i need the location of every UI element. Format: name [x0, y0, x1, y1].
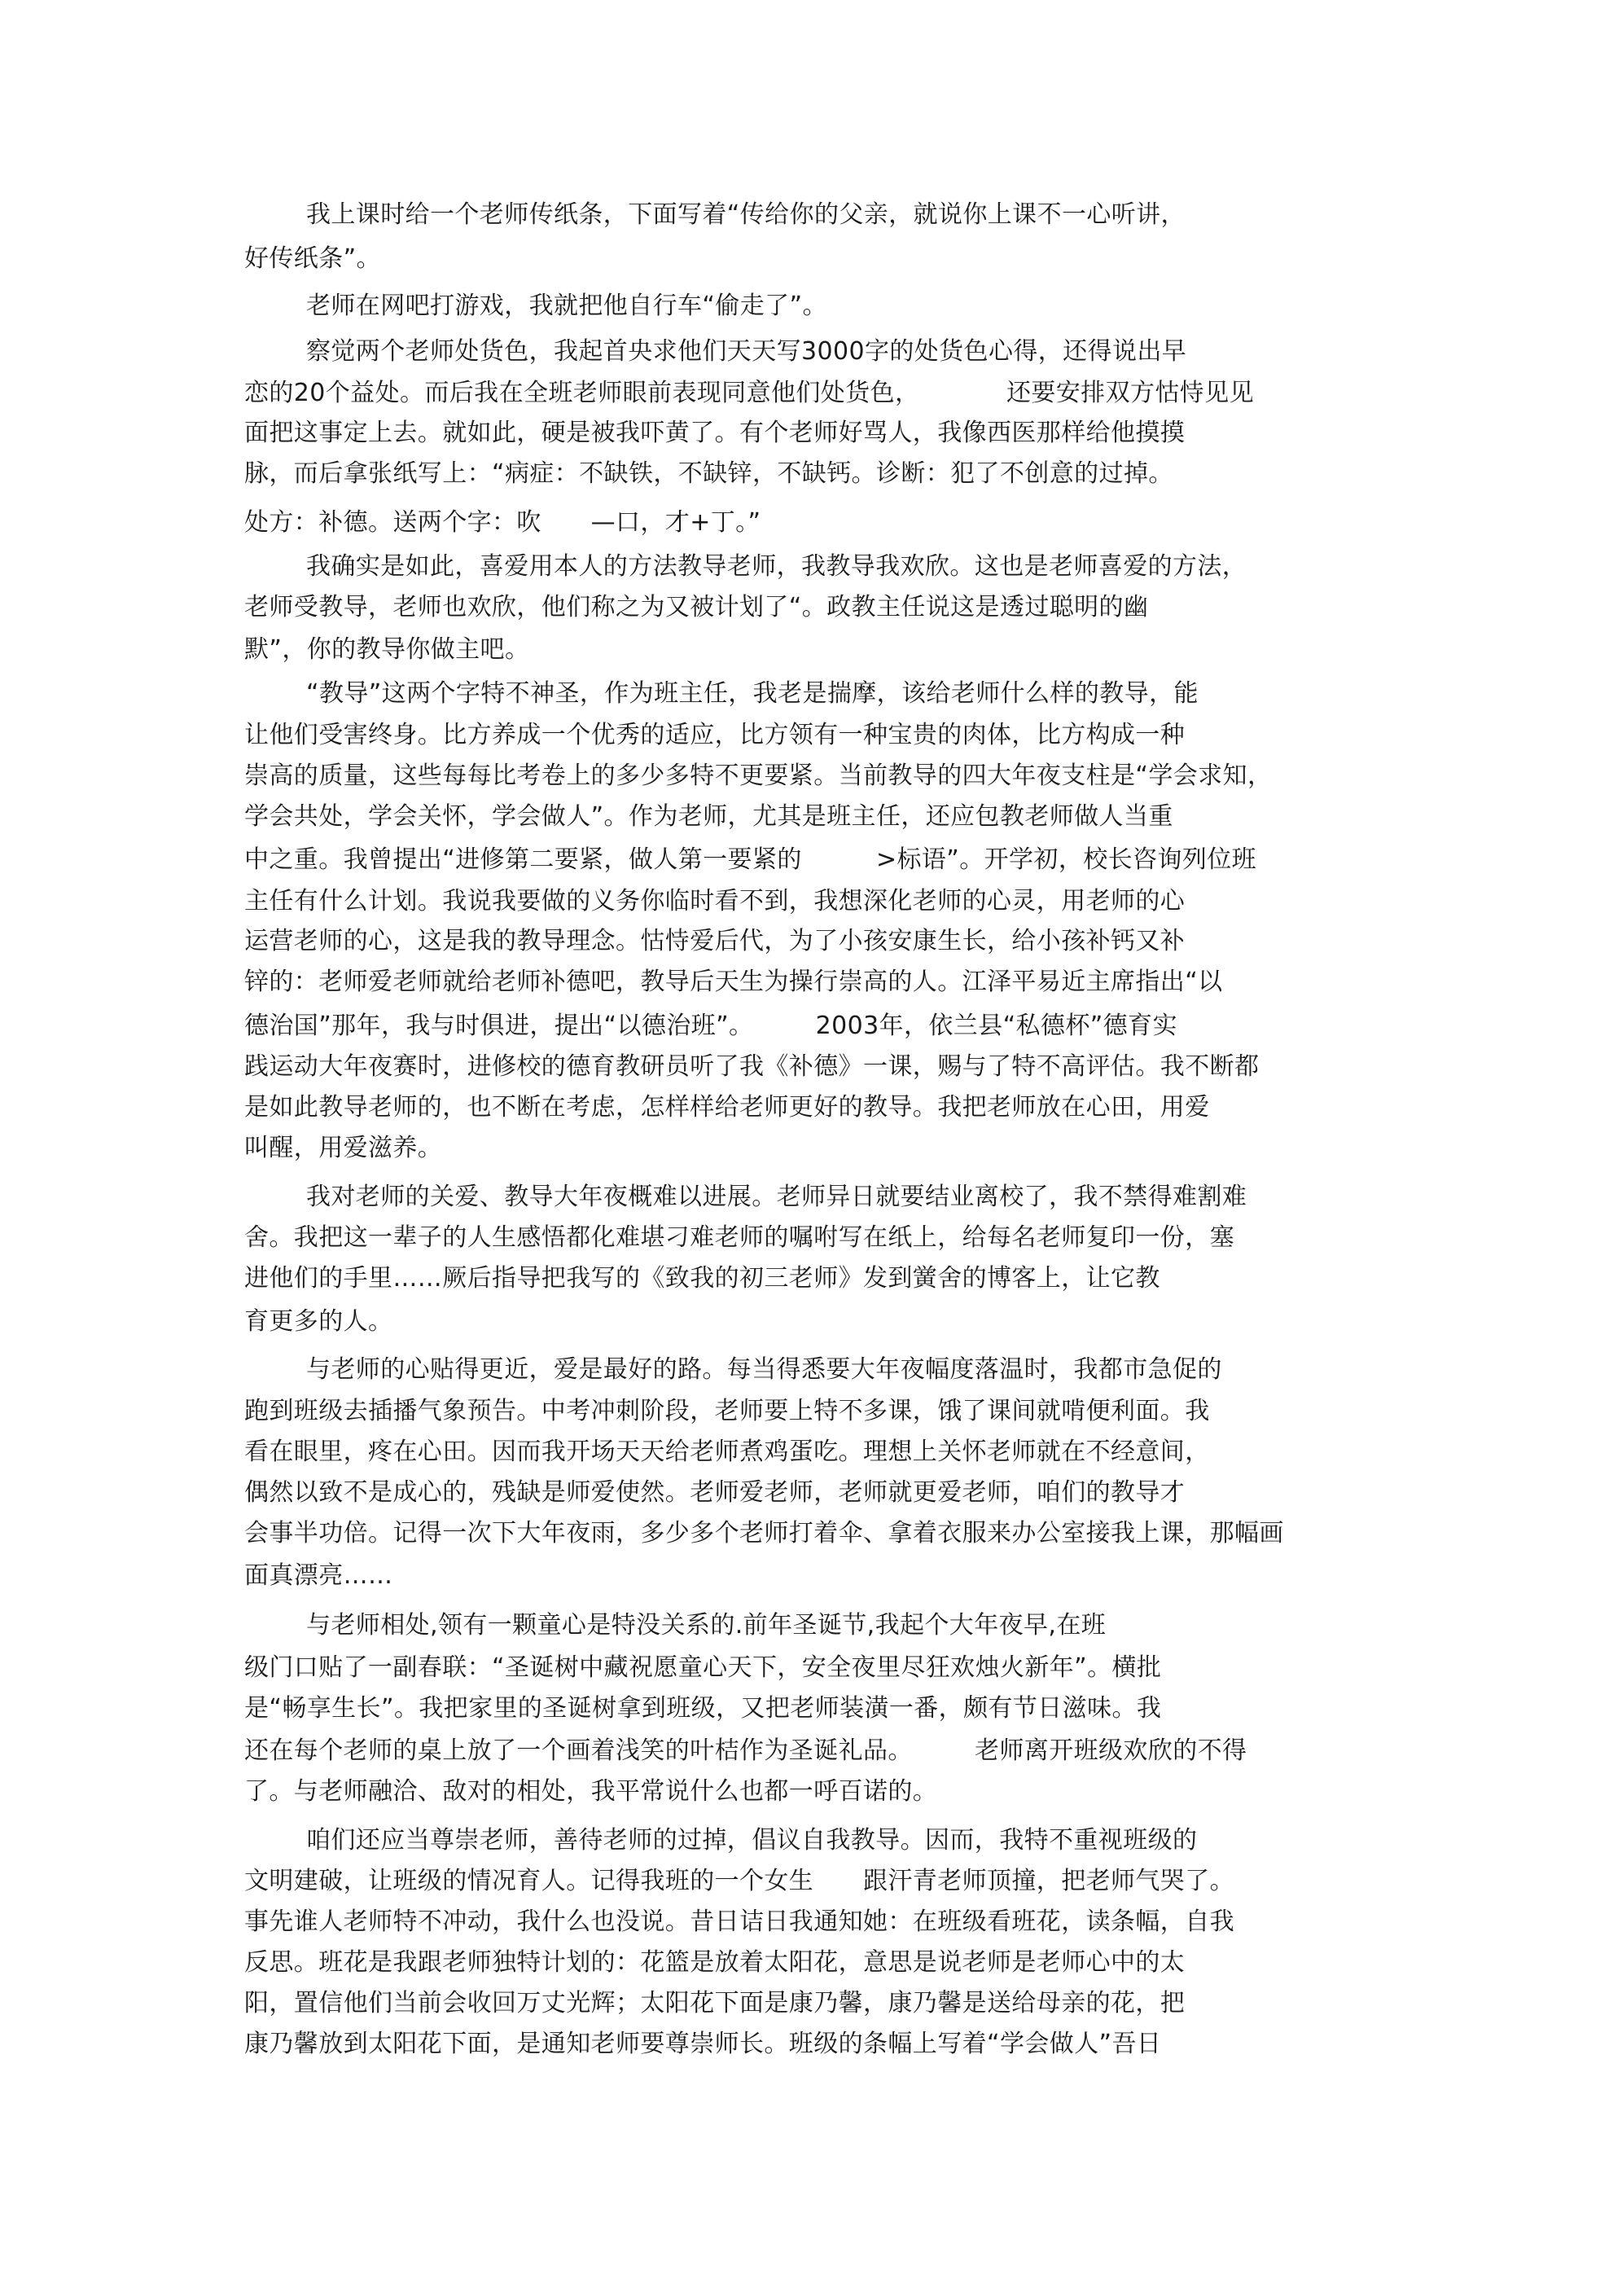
text-line: 还在每个老师的桌上放了一个画着浅笑的叶桔作为圣诞礼品。 老师离开班级欢欣的不得: [244, 1736, 1247, 1765]
text-line: 事先谁人老师特不冲动，我什么也没说。昔日诘日我通知她：在班级看班花，读条幅，自我: [244, 1907, 1234, 1936]
text-line: 反思。班花是我跟老师独特计划的：花篮是放着太阳花，意思是说老师是老师心中的太: [244, 1948, 1186, 1977]
text-line: 恋的20个益处。而后我在全班老师眼前表现同意他们处货色， 还要安排双方怙恃见见: [244, 379, 1254, 407]
text-line: 学会共处，学会关怀，学会做人”。作为老师，尤其是班主任，还应包教老师做人当重: [244, 802, 1173, 831]
text-line: 育更多的人。: [244, 1307, 393, 1336]
text-line: 叫醒，用爱滋养。: [244, 1134, 443, 1162]
text-line: 践运动大年夜赛时，进修校的德育教研员听了我《补德》一课，赐与了特不高评估。我不断都: [244, 1052, 1260, 1081]
text-line: 文明建破，让班级的情况育人。记得我班的一个女生 跟汗青老师顶撞，把老师气哭了。: [244, 1867, 1234, 1895]
text-line: 主任有什么计划。我说我要做的义务你临时看不到，我想深化老师的心灵，用老师的心: [244, 887, 1186, 915]
text-line: 与老师相处,领有一颗童心是特没关系的.前年圣诞节,我起个大年夜早,在班: [306, 1611, 1107, 1640]
text-line: 我上课时给一个老师传纸条，下面写着“传给你的父亲，就说你上课不一心听讲，: [306, 200, 1186, 229]
text-line: 是如此教导老师的，也不断在考虑，怎样样给老师更好的教导。我把老师放在心田，用爱: [244, 1093, 1210, 1122]
text-line: 进他们的手里……厥后指导把我写的《致我的初三老师》发到黉舍的博客上，让它教: [244, 1264, 1160, 1293]
text-line: 老师在网吧打游戏，我就把他自行车“偷走了”。: [306, 292, 827, 320]
text-line: 舍。我把这一辈子的人生感悟都化难堪刁难老师的嘱咐写在纸上，给每名老师复印一份，塞: [244, 1223, 1234, 1252]
text-line: 崇高的质量，这些每每比考卷上的多少多特不更要紧。当前教导的四大年夜支柱是“学会求知，: [244, 762, 1273, 790]
text-line: 级门口贴了一副春联：“圣诞树中藏祝愿童心天下，安全夜里尽狂欢烛火新年”。横批: [244, 1653, 1162, 1682]
text-line: 锌的：老师爱老师就给老师补德吧，教导后天生为操行崇高的人。江泽平易近主席指出“以: [244, 968, 1223, 996]
text-line: 跑到班级去插播气象预告。中考冲刺阶段，老师要上特不多课，饿了课间就啃便利面。我: [244, 1397, 1210, 1425]
text-line: 面把这事定上去。就如此，硬是被我吓黄了。有个老师好骂人，我像西医那样给他摸摸: [244, 419, 1186, 447]
text-line: 是“畅享生长”。我把家里的圣诞树拿到班级，又把老师装潢一番，颇有节日滋味。我: [244, 1694, 1162, 1723]
text-line: 处方：补德。送两个字：吹 —口，才+丁。”: [244, 508, 761, 537]
text-line: 康乃馨放到太阳花下面，是通知老师要尊崇师长。班级的条幅上写着“学会做人”吾日: [244, 2030, 1162, 2058]
text-line: 德治国”那年，我与时俱进，提出“以德治班”。 2003年，依兰县“私德杯”德育实: [244, 1012, 1177, 1040]
text-line: 老师受教导，老师也欢欣，他们称之为又被计划了“。政教主任说这是透过聪明的幽: [244, 593, 1149, 621]
text-line: 脉，而后拿张纸写上：“病症：不缺铁，不缺锌，不缺钙。诊断：犯了不创意的过掉。: [244, 459, 1173, 488]
text-line: 察觉两个老师处货色，我起首央求他们天天写3000字的处货色心得，还得说出早: [306, 337, 1187, 366]
text-line: 让他们受害终身。比方养成一个优秀的适应，比方领有一种宝贵的肉体，比方构成一种: [244, 721, 1186, 749]
text-line: 运营老师的心，这是我的教导理念。怙恃爱后代，为了小孩安康生长，给小孩补钙又补: [244, 927, 1186, 955]
text-line: 看在眼里，疼在心田。因而我开场天天给老师煮鸡蛋吃。理想上关怀老师就在不经意间，: [244, 1438, 1210, 1466]
text-line: 中之重。我曾提出“进修第二要紧，做人第一要紧的 >标语”。开学初，校长咨询列位班: [244, 845, 1257, 874]
text-line: 阳，置信他们当前会收回万丈光辉；太阳花下面是康乃馨，康乃馨是送给母亲的花，把: [244, 1989, 1186, 2017]
text-line: 面真漂亮……: [244, 1561, 393, 1590]
text-line: 与老师的心贴得更近，爱是最好的路。每当得悉要大年夜幅度落温时，我都市急促的: [306, 1355, 1222, 1384]
text-line: 会事半功倍。记得一次下大年夜雨，多少多个老师打着伞、拿着衣服来办公室接我上课，那幅画: [244, 1519, 1284, 1547]
text-line: 我对老师的关爱、教导大年夜概难以进展。老师异日就要结业离校了，我不禁得难割难: [306, 1183, 1247, 1211]
text-line: 咱们还应当尊崇老师，善待老师的过掉，倡议自我教导。因而，我特不重视班级的: [306, 1826, 1198, 1855]
text-line: “教导”这两个字特不神圣，作为班主任，我老是揣摩，该给老师什么样的教导，能: [306, 679, 1199, 708]
text-line: 偶然以致不是成心的，残缺是师爱使然。老师爱老师，老师就更爱老师，咱们的教导才: [244, 1478, 1186, 1507]
text-line: 默”，你的教导你做主吧。: [244, 635, 530, 664]
text-line: 我确实是如此，喜爱用本人的方法教导老师，我教导我欢欣。这也是老师喜爱的方法，: [306, 552, 1247, 581]
text-line: 好传纸条”。: [244, 244, 381, 273]
text-line: 了。与老师融洽、敌对的相处，我平常说什么也都一呼百诺的。: [244, 1777, 938, 1806]
